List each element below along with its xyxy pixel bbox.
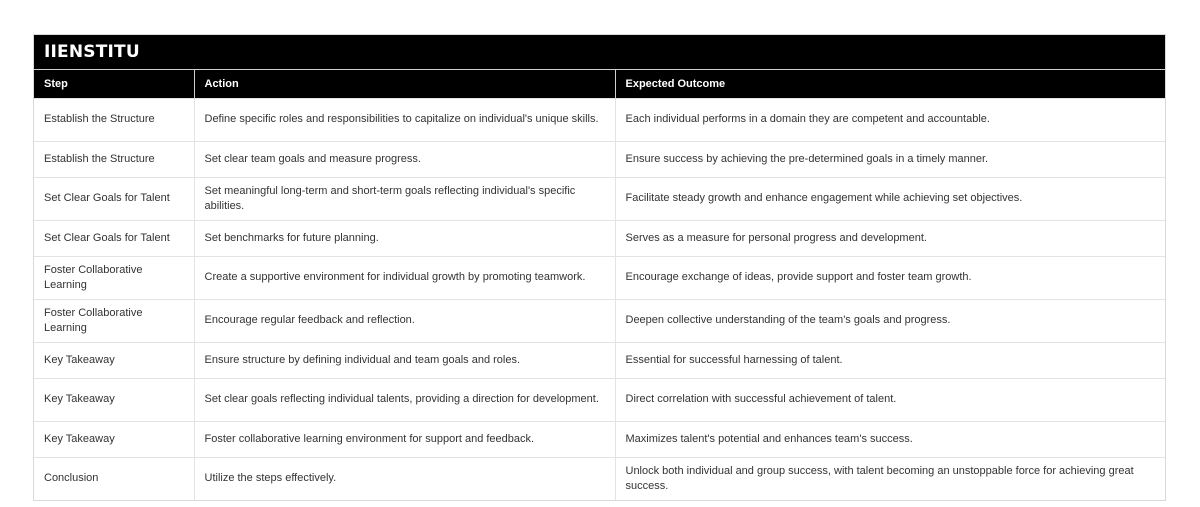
- column-header-action: Action: [194, 70, 615, 98]
- table-row: [34, 421, 1165, 457]
- cell-step: Key Takeaway: [34, 421, 194, 457]
- cell-action: Utilize the steps effectively.: [194, 457, 615, 500]
- column-header-step: Step: [34, 70, 194, 98]
- cell-action: Set clear team goals and measure progress.: [194, 141, 615, 177]
- cell-outcome: Maximizes talent's potential and enhances team's success.: [615, 421, 1165, 457]
- cell-action: Ensure structure by defining individual and team goals and roles.: [194, 342, 615, 378]
- cell-outcome: Unlock both individual and group success, with talent becoming an unstoppable force for achieving great success.: [615, 457, 1165, 500]
- cell-step: Key Takeaway: [34, 342, 194, 378]
- process-table: [34, 70, 1165, 500]
- cell-step: Establish the Structure: [34, 141, 194, 177]
- cell-outcome: Facilitate steady growth and enhance engagement while achieving set objectives.: [615, 177, 1165, 220]
- table-row: [34, 342, 1165, 378]
- column-header-expected-outcome: Expected Outcome: [615, 70, 1165, 98]
- table-row: [34, 457, 1165, 500]
- cell-outcome: Each individual performs in a domain they are competent and accountable.: [615, 98, 1165, 141]
- cell-step: Establish the Structure: [34, 98, 194, 141]
- brand-header: IIENSTITU: [34, 35, 1165, 70]
- cell-outcome: Deepen collective understanding of the team's goals and progress.: [615, 299, 1165, 342]
- cell-step: Foster Collaborative Learning: [34, 299, 194, 342]
- cell-step: Key Takeaway: [34, 378, 194, 421]
- cell-step: Set Clear Goals for Talent: [34, 220, 194, 256]
- table-row: [34, 256, 1165, 299]
- table-row: [34, 98, 1165, 141]
- cell-step: Conclusion: [34, 457, 194, 500]
- table-row: [34, 220, 1165, 256]
- cell-outcome: Essential for successful harnessing of talent.: [615, 342, 1165, 378]
- cell-action: Define specific roles and responsibilities to capitalize on individual's unique skills.: [194, 98, 615, 141]
- table-row: [34, 141, 1165, 177]
- cell-action: Set meaningful long-term and short-term goals reflecting individual's specific abilities.: [194, 177, 615, 220]
- cell-outcome: Encourage exchange of ideas, provide support and foster team growth.: [615, 256, 1165, 299]
- cell-action: Create a supportive environment for individual growth by promoting teamwork.: [194, 256, 615, 299]
- cell-outcome: Serves as a measure for personal progress and development.: [615, 220, 1165, 256]
- cell-action: Encourage regular feedback and reflection.: [194, 299, 615, 342]
- cell-action: Foster collaborative learning environment for support and feedback.: [194, 421, 615, 457]
- table-row: [34, 177, 1165, 220]
- table-row: [34, 378, 1165, 421]
- cell-outcome: Ensure success by achieving the pre-determined goals in a timely manner.: [615, 141, 1165, 177]
- table-header-row: [34, 70, 1165, 98]
- table-row: [34, 299, 1165, 342]
- cell-action: Set clear goals reflecting individual talents, providing a direction for development.: [194, 378, 615, 421]
- cell-step: Foster Collaborative Learning: [34, 256, 194, 299]
- cell-action: Set benchmarks for future planning.: [194, 220, 615, 256]
- cell-step: Set Clear Goals for Talent: [34, 177, 194, 220]
- table-card: [33, 34, 1166, 501]
- cell-outcome: Direct correlation with successful achievement of talent.: [615, 378, 1165, 421]
